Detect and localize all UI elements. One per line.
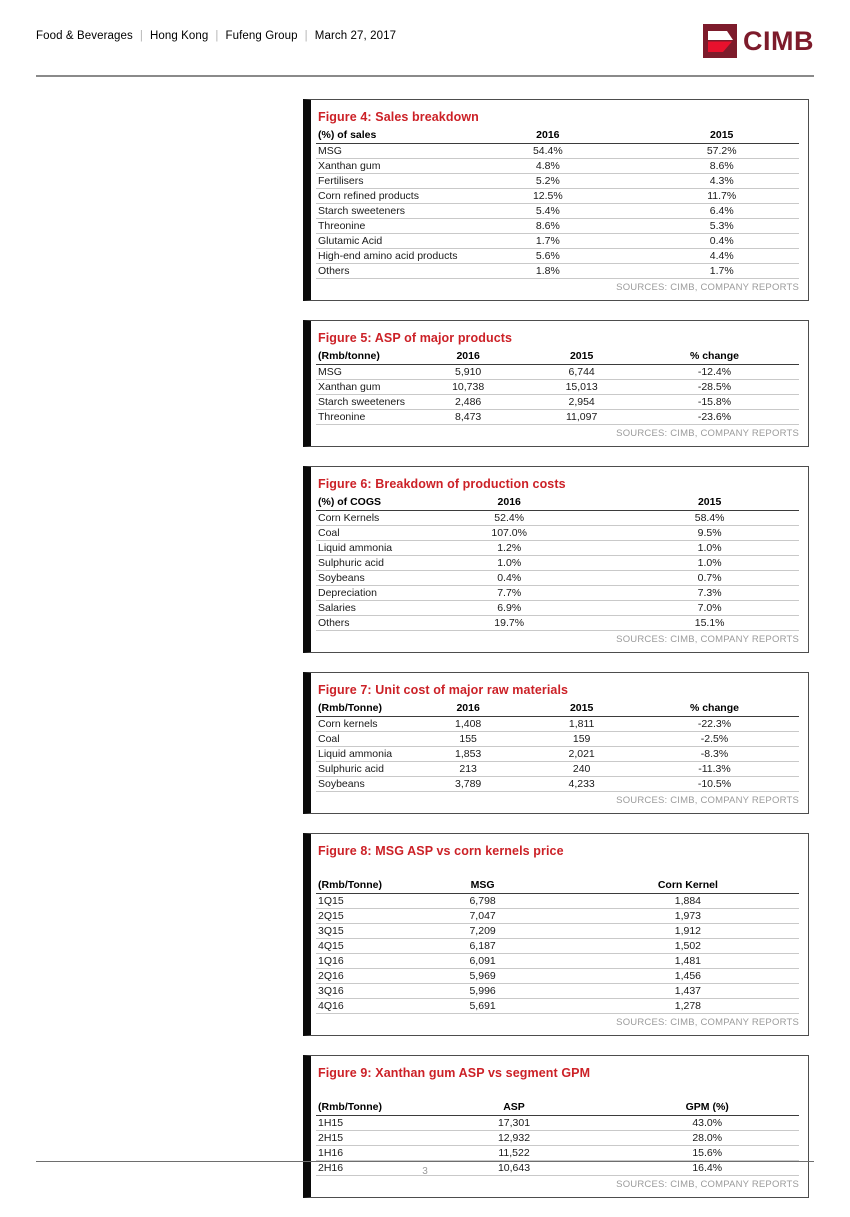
table-row bbox=[316, 541, 799, 556]
row-label: Xanthan gum bbox=[316, 159, 451, 174]
cell-value: 1,973 bbox=[577, 909, 799, 924]
figure-8-box bbox=[303, 833, 809, 1036]
cell-value: 1,437 bbox=[577, 984, 799, 999]
row-label: Others bbox=[316, 264, 451, 279]
cell-value: 17,301 bbox=[413, 1116, 616, 1131]
table-row bbox=[316, 909, 799, 924]
cell-value: 1.0% bbox=[398, 556, 620, 571]
column-header: 2016 bbox=[451, 128, 644, 144]
table-row bbox=[316, 924, 799, 939]
column-header: 2015 bbox=[620, 495, 799, 511]
cell-value: 2,954 bbox=[533, 395, 630, 410]
row-label: Soybeans bbox=[316, 571, 398, 586]
figure-table bbox=[316, 349, 799, 425]
row-label: Coal bbox=[316, 732, 403, 747]
cell-value: 4.4% bbox=[644, 249, 799, 264]
cell-value: 11.7% bbox=[644, 189, 799, 204]
row-label: Others bbox=[316, 616, 398, 631]
cell-value: 1.7% bbox=[451, 234, 644, 249]
row-label: MSG bbox=[316, 144, 451, 159]
row-label: Sulphuric acid bbox=[316, 762, 403, 777]
cell-value: 15.1% bbox=[620, 616, 799, 631]
cell-value: -12.4% bbox=[630, 365, 799, 380]
cell-value: 5,969 bbox=[388, 969, 576, 984]
source-note: SOURCES: CIMB, COMPANY REPORTS bbox=[616, 795, 799, 806]
cell-value: 10,643 bbox=[413, 1161, 616, 1176]
table-row bbox=[316, 189, 799, 204]
figure-7-box bbox=[303, 672, 809, 814]
cell-value: 5.6% bbox=[451, 249, 644, 264]
table-row bbox=[316, 174, 799, 189]
breadcrumb-separator: | bbox=[139, 30, 143, 42]
column-header: 2015 bbox=[644, 128, 799, 144]
cell-value: -22.3% bbox=[630, 717, 799, 732]
cell-value: -8.3% bbox=[630, 747, 799, 762]
row-label: Sulphuric acid bbox=[316, 556, 398, 571]
header-rule bbox=[36, 75, 814, 77]
cimb-logo-wordmark: CIMB bbox=[743, 26, 814, 56]
column-header: 2016 bbox=[403, 701, 533, 717]
table-row bbox=[316, 999, 799, 1014]
page-number: 3 bbox=[422, 1166, 428, 1177]
table-row bbox=[316, 219, 799, 234]
table-row bbox=[316, 894, 799, 909]
cell-value: 12,932 bbox=[413, 1131, 616, 1146]
cimb-logo-icon bbox=[703, 24, 737, 58]
column-header: 2015 bbox=[533, 349, 630, 365]
cell-value: 6.9% bbox=[398, 601, 620, 616]
cell-value: 6,798 bbox=[388, 894, 576, 909]
table-row bbox=[316, 939, 799, 954]
cell-value: 1,502 bbox=[577, 939, 799, 954]
figure-title: Figure 7: Unit cost of major raw materials bbox=[318, 683, 569, 697]
row-label: Glutamic Acid bbox=[316, 234, 451, 249]
cell-value: 0.4% bbox=[398, 571, 620, 586]
cell-value: 5.4% bbox=[451, 204, 644, 219]
table-row bbox=[316, 249, 799, 264]
row-label: Corn kernels bbox=[316, 717, 403, 732]
cell-value: -10.5% bbox=[630, 777, 799, 792]
cell-value: 19.7% bbox=[398, 616, 620, 631]
cell-value: 1,278 bbox=[577, 999, 799, 1014]
cell-value: 1.2% bbox=[398, 541, 620, 556]
cell-value: 5,996 bbox=[388, 984, 576, 999]
row-label: 1Q15 bbox=[316, 894, 388, 909]
breadcrumb-date: March 27, 2017 bbox=[314, 30, 397, 42]
row-label: 1H16 bbox=[316, 1146, 413, 1161]
column-header: (Rmb/Tonne) bbox=[316, 878, 388, 894]
source-note: SOURCES: CIMB, COMPANY REPORTS bbox=[616, 1017, 799, 1028]
cell-value: 8.6% bbox=[644, 159, 799, 174]
table-row bbox=[316, 264, 799, 279]
header-row bbox=[316, 128, 799, 144]
header-row bbox=[316, 878, 799, 894]
row-label: Threonine bbox=[316, 219, 451, 234]
figure-title: Figure 5: ASP of major products bbox=[318, 331, 513, 345]
table-row bbox=[316, 984, 799, 999]
row-label: Starch sweeteners bbox=[318, 396, 405, 408]
cell-value: 8.6% bbox=[451, 219, 644, 234]
row-label: Threonine bbox=[316, 410, 403, 425]
figure-6-box bbox=[303, 466, 809, 653]
figure-table bbox=[316, 128, 799, 279]
cell-value: 1,456 bbox=[577, 969, 799, 984]
row-label: 3Q15 bbox=[316, 924, 388, 939]
cell-value: -23.6% bbox=[630, 410, 799, 425]
table-row bbox=[316, 601, 799, 616]
source-note: SOURCES: CIMB, COMPANY REPORTS bbox=[616, 282, 799, 293]
header-row bbox=[316, 495, 799, 511]
column-header: Corn Kernel bbox=[577, 878, 799, 894]
cell-value: -15.8% bbox=[630, 395, 799, 410]
cell-value: 240 bbox=[533, 762, 630, 777]
cell-value: 8,473 bbox=[403, 410, 533, 425]
table-row bbox=[316, 717, 799, 732]
table-row bbox=[316, 969, 799, 984]
header-row bbox=[316, 1100, 799, 1116]
header-row bbox=[316, 349, 799, 365]
column-header: 2016 bbox=[398, 495, 620, 511]
cell-value: 0.4% bbox=[644, 234, 799, 249]
cell-value: 159 bbox=[533, 732, 630, 747]
cell-value: 213 bbox=[403, 762, 533, 777]
breadcrumb-sector: Food & Beverages bbox=[36, 30, 133, 42]
cell-value: 1,811 bbox=[533, 717, 630, 732]
table-row bbox=[316, 1116, 799, 1131]
row-label: High-end amino acid products bbox=[318, 250, 458, 262]
source-note: SOURCES: CIMB, COMPANY REPORTS bbox=[616, 428, 799, 439]
cell-value: 7.3% bbox=[620, 586, 799, 601]
cell-value: 1,408 bbox=[403, 717, 533, 732]
cell-value: 15,013 bbox=[533, 380, 630, 395]
column-header: MSG bbox=[388, 878, 576, 894]
cell-value: 9.5% bbox=[620, 526, 799, 541]
cell-value: 54.4% bbox=[451, 144, 644, 159]
breadcrumb-company: Fufeng Group bbox=[225, 30, 298, 42]
table-row bbox=[316, 777, 799, 792]
cell-value: 1.7% bbox=[644, 264, 799, 279]
cell-value: 7,209 bbox=[388, 924, 576, 939]
cell-value: 5,691 bbox=[388, 999, 576, 1014]
table-row bbox=[316, 762, 799, 777]
row-label: Starch sweeteners bbox=[316, 204, 451, 219]
cell-value: 6,187 bbox=[388, 939, 576, 954]
cell-value: 4,233 bbox=[533, 777, 630, 792]
table-row bbox=[316, 732, 799, 747]
figure-table bbox=[316, 878, 799, 1014]
cell-value: 1,912 bbox=[577, 924, 799, 939]
row-label: 2Q16 bbox=[316, 969, 388, 984]
cell-value: 1.0% bbox=[620, 541, 799, 556]
row-label: Fertilisers bbox=[316, 174, 451, 189]
table-row bbox=[316, 747, 799, 762]
row-label: Corn refined products bbox=[316, 189, 451, 204]
cell-value: 7.7% bbox=[398, 586, 620, 601]
header-row bbox=[316, 701, 799, 717]
cell-value: 5,910 bbox=[403, 365, 533, 380]
table-row bbox=[316, 1146, 799, 1161]
cell-value: 1,884 bbox=[577, 894, 799, 909]
row-label: Liquid ammonia bbox=[316, 541, 398, 556]
figure-title: Figure 4: Sales breakdown bbox=[318, 110, 479, 124]
figure-title: Figure 9: Xanthan gum ASP vs segment GPM bbox=[318, 1066, 591, 1080]
row-label: 4Q16 bbox=[316, 999, 388, 1014]
cell-value: 2,021 bbox=[533, 747, 630, 762]
cell-value: 155 bbox=[403, 732, 533, 747]
source-note: SOURCES: CIMB, COMPANY REPORTS bbox=[616, 634, 799, 645]
figure-title: Figure 6: Breakdown of production costs bbox=[318, 477, 566, 491]
table-row bbox=[316, 144, 799, 159]
table-row bbox=[316, 234, 799, 249]
cell-value: 16.4% bbox=[615, 1161, 799, 1176]
cell-value: 1,481 bbox=[577, 954, 799, 969]
table-row bbox=[316, 526, 799, 541]
row-label: MSG bbox=[316, 365, 403, 380]
column-header: GPM (%) bbox=[615, 1100, 799, 1116]
cell-value: -11.3% bbox=[630, 762, 799, 777]
cell-value: 7,047 bbox=[388, 909, 576, 924]
cell-value: 58.4% bbox=[620, 511, 799, 526]
cell-value: 28.0% bbox=[615, 1131, 799, 1146]
table-row bbox=[316, 380, 799, 395]
row-label: 2Q15 bbox=[316, 909, 388, 924]
cell-value: 107.0% bbox=[398, 526, 620, 541]
breadcrumb-separator: | bbox=[304, 30, 308, 42]
cell-value: 1.8% bbox=[451, 264, 644, 279]
footer-rule bbox=[36, 1161, 814, 1162]
column-header: 2016 bbox=[403, 349, 533, 365]
source-note: SOURCES: CIMB, COMPANY REPORTS bbox=[616, 1179, 799, 1190]
cell-value: 4.3% bbox=[644, 174, 799, 189]
cell-value: 4.8% bbox=[451, 159, 644, 174]
cell-value: 3,789 bbox=[403, 777, 533, 792]
table-row bbox=[316, 586, 799, 601]
cell-value: 11,097 bbox=[533, 410, 630, 425]
row-label: Salaries bbox=[316, 601, 398, 616]
cell-value: 11,522 bbox=[413, 1146, 616, 1161]
cell-value: 6,091 bbox=[388, 954, 576, 969]
table-row bbox=[316, 204, 799, 219]
column-header: (%) of COGS bbox=[316, 495, 398, 511]
figure-table bbox=[316, 495, 799, 631]
column-header: % change bbox=[630, 701, 799, 717]
column-header: (Rmb/Tonne) bbox=[316, 1100, 413, 1116]
table-row bbox=[316, 511, 799, 526]
cell-value: 15.6% bbox=[615, 1146, 799, 1161]
column-header: % change bbox=[630, 349, 799, 365]
breadcrumb-separator: | bbox=[215, 30, 219, 42]
cimb-logo bbox=[703, 24, 814, 58]
figures bbox=[303, 99, 809, 1217]
row-label: 2H15 bbox=[316, 1131, 413, 1146]
cell-value: -28.5% bbox=[630, 380, 799, 395]
figure-title: Figure 8: MSG ASP vs corn kernels price bbox=[318, 844, 564, 858]
cell-value: 43.0% bbox=[615, 1116, 799, 1131]
cell-value: 6.4% bbox=[644, 204, 799, 219]
cell-value: 52.4% bbox=[398, 511, 620, 526]
table-row bbox=[316, 410, 799, 425]
cell-value: 1.0% bbox=[620, 556, 799, 571]
row-label: Xanthan gum bbox=[316, 380, 403, 395]
row-label: 1Q16 bbox=[316, 954, 388, 969]
cell-value: 1,853 bbox=[403, 747, 533, 762]
table-row bbox=[316, 395, 799, 410]
figure-4-box bbox=[303, 99, 809, 301]
table-row bbox=[316, 365, 799, 380]
figure-table bbox=[316, 1100, 799, 1176]
row-label: 1H15 bbox=[316, 1116, 413, 1131]
row-label: Corn Kernels bbox=[316, 511, 398, 526]
row-label: Coal bbox=[316, 526, 398, 541]
cell-value: 0.7% bbox=[620, 571, 799, 586]
cell-value: 5.2% bbox=[451, 174, 644, 189]
column-header: ASP bbox=[413, 1100, 616, 1116]
cell-value: 10,738 bbox=[403, 380, 533, 395]
table-row bbox=[316, 616, 799, 631]
cell-value: 7.0% bbox=[620, 601, 799, 616]
breadcrumb-region: Hong Kong bbox=[149, 30, 209, 42]
row-label: 2H16 bbox=[316, 1161, 413, 1176]
column-header: (Rmb/tonne) bbox=[316, 349, 403, 365]
row-label: 4Q15 bbox=[316, 939, 388, 954]
cell-value: 2,486 bbox=[403, 395, 533, 410]
table-row bbox=[316, 1131, 799, 1146]
column-header: (Rmb/Tonne) bbox=[316, 701, 403, 717]
page-header bbox=[36, 24, 814, 62]
cell-value: 5.3% bbox=[644, 219, 799, 234]
cell-value: 6,744 bbox=[533, 365, 630, 380]
table-row bbox=[316, 954, 799, 969]
column-header: (%) of sales bbox=[316, 128, 451, 144]
cell-value: 57.2% bbox=[644, 144, 799, 159]
figure-table bbox=[316, 701, 799, 792]
column-header: 2015 bbox=[533, 701, 630, 717]
breadcrumb bbox=[36, 24, 396, 42]
table-row bbox=[316, 556, 799, 571]
table-row bbox=[316, 159, 799, 174]
figure-5-box bbox=[303, 320, 809, 447]
row-label: Soybeans bbox=[316, 777, 403, 792]
row-label: 3Q16 bbox=[316, 984, 388, 999]
cell-value: 12.5% bbox=[451, 189, 644, 204]
cell-value: -2.5% bbox=[630, 732, 799, 747]
table-row bbox=[316, 571, 799, 586]
row-label: Depreciation bbox=[316, 586, 398, 601]
row-label: Liquid ammonia bbox=[316, 747, 403, 762]
